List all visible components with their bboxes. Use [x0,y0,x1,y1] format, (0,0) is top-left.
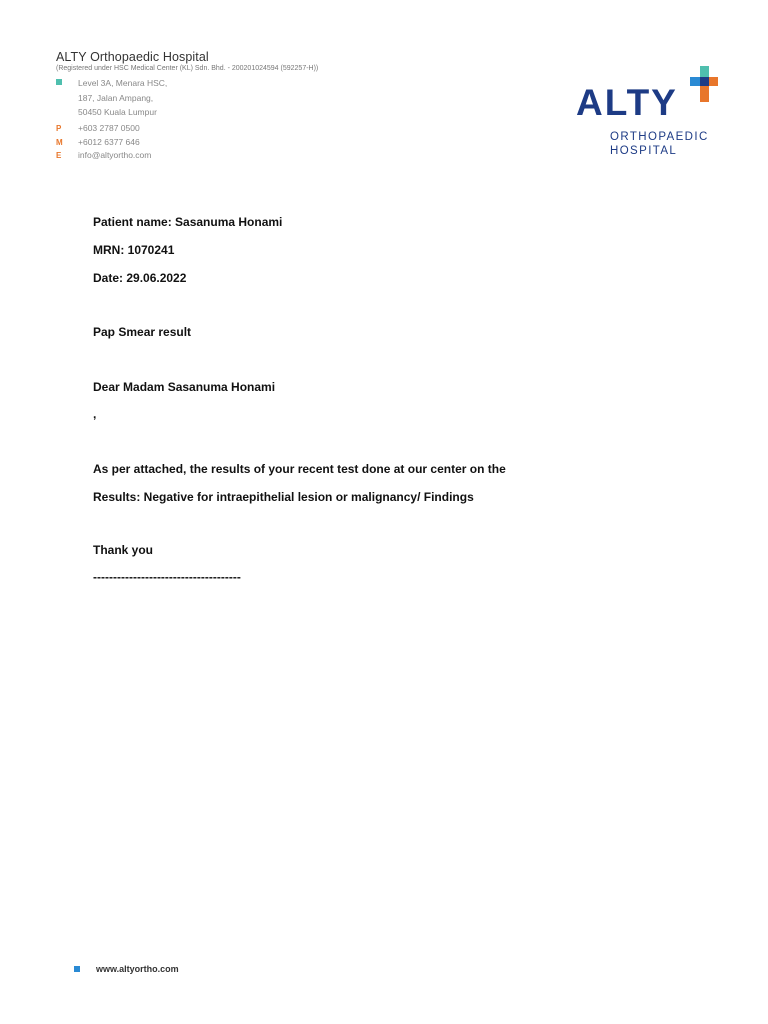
email-tag: E [56,151,62,160]
contact-phone: P +603 2787 0500 [56,122,151,136]
contact-email: E info@altyortho.com [56,149,151,163]
hospital-name: ALTY Orthopaedic Hospital [56,50,209,64]
mrn: MRN: 1070241 [93,243,175,257]
body-paragraph: As per attached, the results of your recent test done at our center on the [93,462,506,476]
phone-tag: P [56,124,62,133]
footer-url[interactable]: www.altyortho.com [96,964,179,974]
medical-cross-icon [690,66,718,103]
registration-text: (Registered under HSC Medical Center (KL) Sdn. Bhd. - 200201024594 (592257-H)) [56,65,319,72]
address-line: 187, Jalan Ampang, [78,92,154,103]
closing: Thank you [93,543,154,557]
signature-line: ------------------------------------- [93,570,241,584]
address-line: Level 3A, Menara HSC, [56,76,167,91]
logo-wordmark: ALTY [576,82,678,123]
footer-square-icon [74,966,80,972]
alty-logo [576,66,726,166]
contact-block [56,122,151,163]
letterhead [56,50,318,72]
salutation: Dear Madam Sasanuma Honami [93,380,276,394]
address-bullet-icon [56,79,62,85]
salutation-comma: , [93,407,97,421]
results-line: Results: Negative for intraepithelial lesion or malignancy/ Findings [93,490,474,504]
contact-mobile: M +6012 6377 646 [56,136,151,150]
mobile-tag: M [56,137,63,147]
logo-subtitle: ORTHOPAEDIC HOSPITAL [610,131,709,157]
address-line: 50450 Kuala Lumpur [78,107,157,117]
letter-date: Date: 29.06.2022 [93,271,187,285]
subject-line: Pap Smear result [93,325,192,339]
patient-name: Patient name: Sasanuma Honami [93,215,283,229]
address-block [56,76,167,120]
